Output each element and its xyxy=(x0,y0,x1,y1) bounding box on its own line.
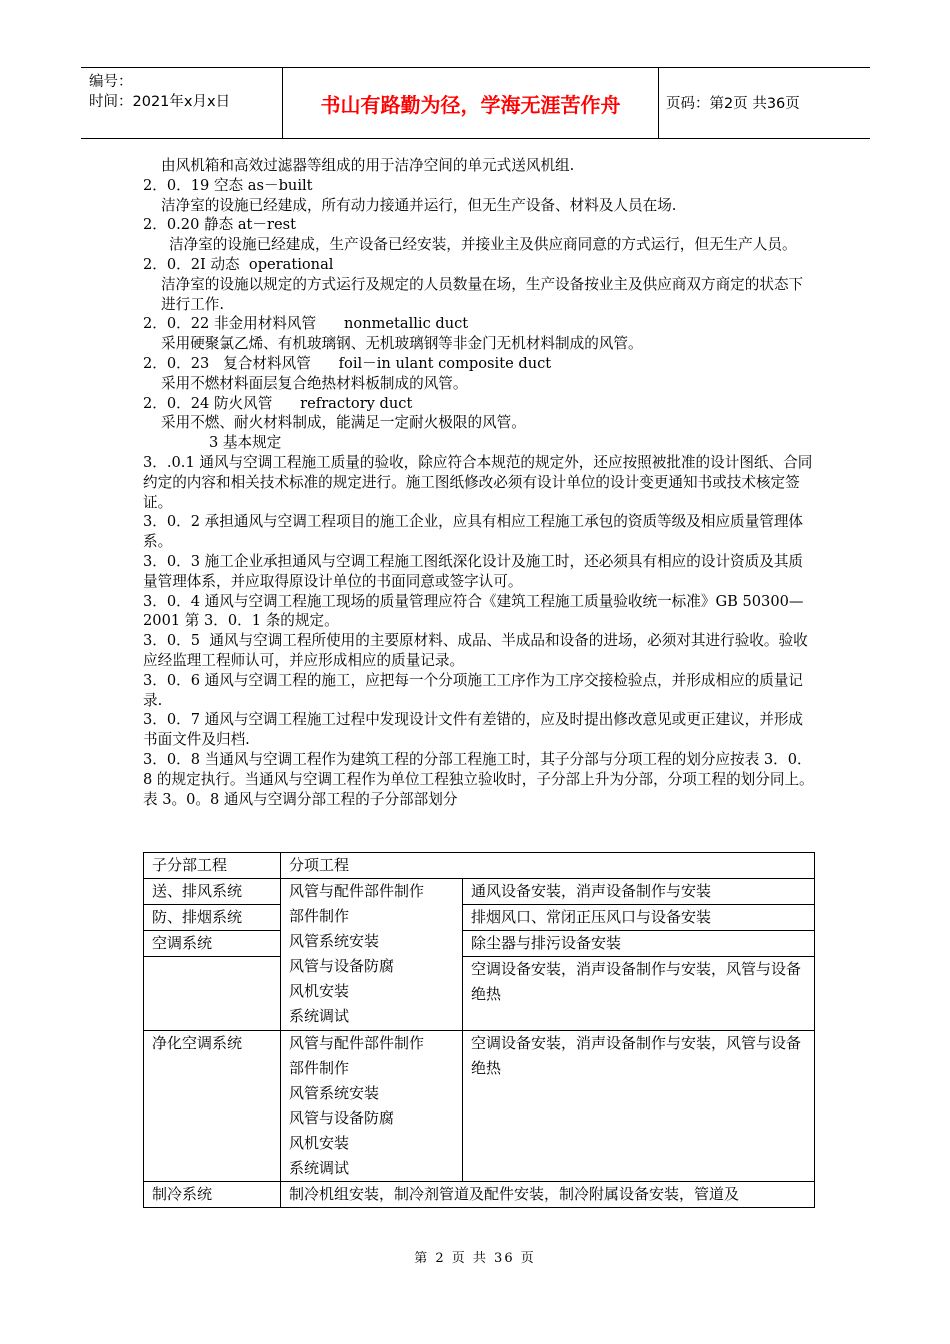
page-footer: 第 2 页 共 36 页 xyxy=(414,1251,536,1266)
table-cell: 通风设备安装，消声设备制作与安装 xyxy=(463,879,815,905)
clause-heading: 2．0．19 空态 as－built xyxy=(143,176,313,194)
page-header xyxy=(81,67,870,139)
list-item: 系统调试 xyxy=(289,1007,350,1025)
table-caption: 表 3。0。8 通风与空调分部工程的子分部部划分 xyxy=(143,790,458,808)
header-page-info: 页码：第2页 共36页 xyxy=(666,96,800,112)
list-item: 风管系统安装 xyxy=(289,1084,380,1102)
time-label: 时间：2021年x月x日 xyxy=(89,94,231,110)
table-cell: 除尘器与排污设备安装 xyxy=(463,931,815,957)
list-item: 风机安装 xyxy=(289,1134,350,1152)
table-cell: 空调系统 xyxy=(144,931,281,957)
serial-label: 编号： xyxy=(89,74,133,90)
table-row xyxy=(144,1182,815,1208)
document-body xyxy=(143,156,815,809)
clause: 3．0．5 通风与空调工程所使用的主要原材料、成品、半成品和设备的进场，必须对其进行验收。验收应经监理工程师认可，并应形成相应的质量记录。 xyxy=(143,632,808,669)
table-row xyxy=(144,879,815,905)
paragraph: 采用不燃材料面层复合绝热材料板制成的风管。 xyxy=(161,374,468,392)
header-meta xyxy=(81,68,283,138)
table-cell-empty xyxy=(144,957,281,1031)
paragraph: 洁净室的设施以规定的方式运行及规定的人员数量在场，生产设备按业主及供应商双方商定的状态下进行工作. xyxy=(161,275,804,313)
table-cell: 排烟风口、常闭正压风口与设备安装 xyxy=(463,905,815,931)
clause: 3．.0.1 通风与空调工程施工质量的验收，除应符合本规范的规定外，还应按照被批准的设计图纸、合同约定的内容和相关技术标准的规定进行。施工图纸修改必须有设计单位的设计变更通知书或技术核定签证。 xyxy=(143,453,813,511)
list-item: 部件制作 xyxy=(289,1059,350,1077)
list-item: 风管与配件部件制作 xyxy=(289,1034,425,1052)
table-cell: 防、排烟系统 xyxy=(144,905,281,931)
list-item: 部件制作 xyxy=(289,907,350,925)
clause-heading: 2．0．2I 动态 operational xyxy=(143,255,334,273)
paragraph: 洁净室的设施已经建成，生产设备已经安装，并接业主及供应商同意的方式运行，但无生产人员。 xyxy=(169,236,797,254)
list-item: 风管与配件部件制作 xyxy=(289,882,425,900)
paragraph: 洁净室的设施已经建成，所有动力接通并运行，但无生产设备、材料及人员在场. xyxy=(161,196,677,214)
clause-heading: 2．0．22 非金用材料风管 nonmetallic duct xyxy=(143,315,469,333)
table-row xyxy=(144,957,815,1031)
clause-heading: 2．0．23 复合材料风管 foil－in ulant composite duct xyxy=(143,354,552,372)
table-row xyxy=(144,905,815,931)
clause: 3．0．8 当通风与空调工程作为建筑工程的分部工程施工时，其子分部与分项工程的划分应按表 3．0．8 的规定执行。当通风与空调工程作为单位工程独立验收时，子分部上升为分部，分项工程的划分同上。 xyxy=(143,750,814,788)
table-cell-common-items xyxy=(281,1031,463,1182)
table-cell: 送、排风系统 xyxy=(144,879,281,905)
clause: 3．0．3 施工企业承担通风与空调工程施工图纸深化设计及施工时，还必须具有相应的设计资质及其质量管理体系，并应取得原设计单位的书面同意或签字认可。 xyxy=(143,552,804,590)
clause: 3．0．2 承担通风与空调工程项目的施工企业，应具有相应工程施工承包的资质等级及相应质量管理体系。 xyxy=(143,513,804,551)
clause: 3．0．4 通风与空调工程施工现场的质量管理应符合《建筑工程施工质量验收统一标准》GB 50300—2001 第 3．0．1 条的规定。 xyxy=(143,592,804,630)
table-row xyxy=(144,931,815,957)
table-cell: 空调设备安装，消声设备制作与安装，风管与设备绝热 xyxy=(463,1031,815,1182)
paragraph: 采用硬聚氯乙烯、有机玻璃钢、无机玻璃钢等非金门无机材料制成的风管。 xyxy=(161,335,643,353)
list-item: 风管与设备防腐 xyxy=(289,1109,395,1127)
table-header-cell: 子分部工程 xyxy=(144,853,281,879)
list-item: 风机安装 xyxy=(289,982,350,1000)
table-row xyxy=(144,1031,815,1182)
clause-heading: 2．0．24 防火风管 refractory duct xyxy=(143,394,413,412)
clause: 3．0．6 通风与空调工程的施工，应把每一个分项施工工序作为工序交接检验点，并形成相应的质量记录. xyxy=(143,671,804,709)
table-cell: 制冷机组安装，制冷剂管道及配件安装，制冷附属设备安装，管道及 xyxy=(281,1182,815,1208)
list-item: 系统调试 xyxy=(289,1159,350,1177)
list-item: 风管系统安装 xyxy=(289,932,380,950)
table-cell-common-items xyxy=(281,879,463,1031)
table-header-cell: 分项工程 xyxy=(281,853,815,879)
list-item: 风管与设备防腐 xyxy=(289,957,395,975)
clause-heading: 2．0.20 静态 at－rest xyxy=(143,216,296,234)
table-cell: 净化空调系统 xyxy=(144,1031,281,1182)
clause: 3．0．7 通风与空调工程施工过程中发现设计文件有差错的，应及时提出修改意见或更正建议，并形成书面文件及归档. xyxy=(143,711,804,749)
table-header-row xyxy=(144,853,815,879)
paragraph: 采用不燃、耐火材料制成，能满足一定耐火极限的风管。 xyxy=(161,414,526,432)
section-heading: 3 基本规定 xyxy=(209,434,282,452)
subdivision-table xyxy=(143,852,815,1208)
header-motto: 书山有路勤为径，学海无涯苦作舟 xyxy=(283,68,659,138)
table-cell: 空调设备安装，消声设备制作与安装，风管与设备绝热 xyxy=(463,957,815,1031)
table-cell: 制冷系统 xyxy=(144,1182,281,1208)
paragraph: 由风机箱和高效过滤器等组成的用于洁净空间的单元式送风机组. xyxy=(161,157,575,174)
